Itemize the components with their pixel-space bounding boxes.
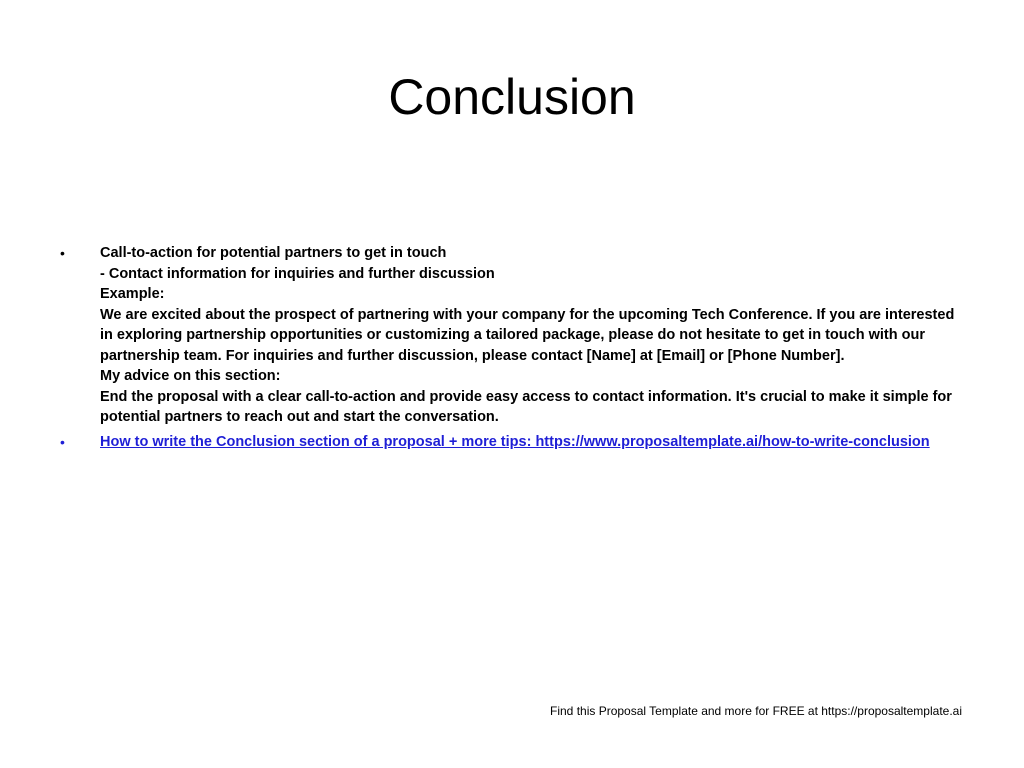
bullet-line-advice-text: End the proposal with a clear call-to-action and provide easy access to contact information. It's crucial to make it simple for potential partners to reach out and start the conversation. [100, 388, 952, 425]
bullet-dot-icon: • [60, 245, 65, 261]
slide-title: Conclusion [388, 69, 636, 125]
footer-note: Find this Proposal Template and more for FREE at https://proposaltemplate.ai [550, 704, 962, 718]
bullet-list [56, 243, 968, 452]
bullet-dot-icon: • [60, 433, 65, 450]
bullet-line-contact-info: - Contact information for inquiries and further discussion [100, 265, 495, 282]
bullet-line-heading: Call-to-action for potential partners to get in touch [100, 245, 447, 261]
bullet-line-example-label: Example: [100, 286, 165, 302]
bullet-line-example-text: We are excited about the prospect of partnering with your company for the upcoming Tech Conference. If you are interested in exploring partnership opportunities or customizing a tailored package, please do not hesitate to get in touch with our partnership team. For inquiries and further discussion, please contact [Name] at [Email] or [Phone Number]. [100, 306, 955, 364]
bullet-line-advice-label: My advice on this section: [100, 368, 281, 384]
tips-link[interactable]: How to write the Conclusion section of a proposal + more tips: https://www.proposaltemplate.ai/how-to-write-conclusion [100, 433, 930, 450]
bullet-item-tips-link [56, 432, 968, 453]
bullet-item-conclusion-guidance [56, 243, 968, 428]
